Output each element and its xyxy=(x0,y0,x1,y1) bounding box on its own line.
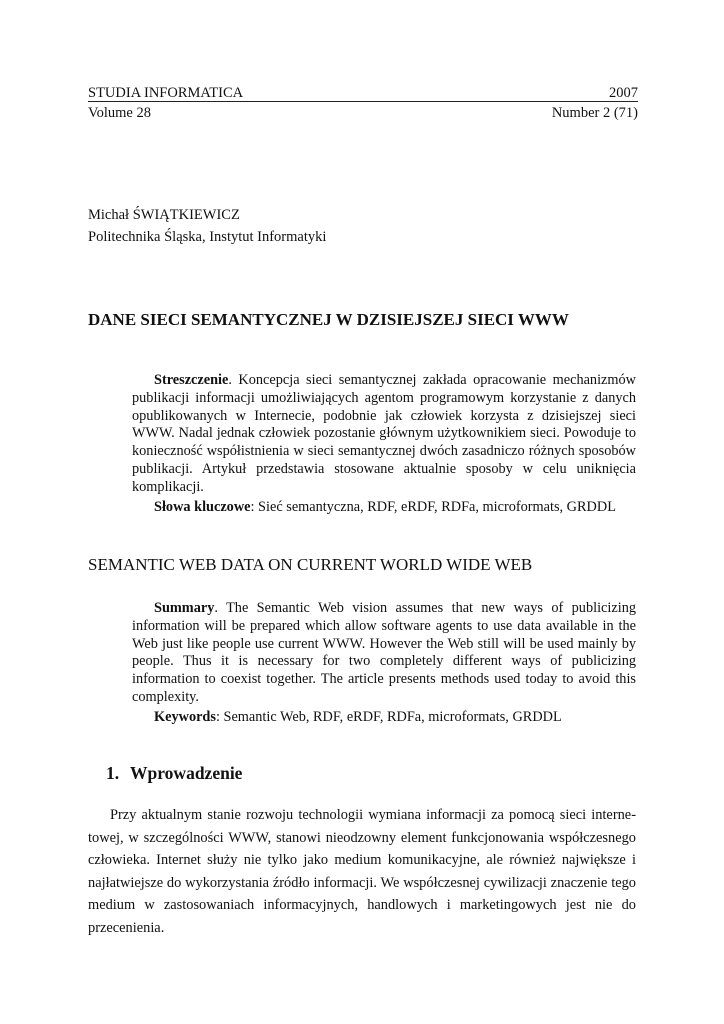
keywords-english-label: Keywords xyxy=(154,708,216,725)
keywords-polish-list: : Sieć semantyczna, RDF, eRDF, RDFa, microformats, GRDDL xyxy=(250,498,616,515)
section-title: Wprowadzenie xyxy=(130,763,243,783)
journal-year: 2007 xyxy=(609,85,638,101)
author-block xyxy=(88,204,326,248)
keywords-polish xyxy=(132,499,636,517)
journal-number: Number 2 (71) xyxy=(551,105,638,121)
running-header-bottom xyxy=(88,105,638,122)
paper-title-polish: DANE SIECI SEMANTYCZNEJ W DZISIEJSZEJ SIECI WWW xyxy=(88,310,569,329)
abstract-english-text xyxy=(132,600,636,707)
journal-name: STUDIA INFORMATICA xyxy=(88,85,244,101)
author-name: Michał ŚWIĄTKIEWICZ xyxy=(88,207,240,223)
abstract-polish-body: . Koncepcja sieci semantycznej zakłada opracowanie mechanizmów publikacji informacji umożliwiających agentom programowym korzystanie z danych opublikowanych w Internecie, podobnie jak człowiek korzysta z dzisiejszej sieci WWW. Nadal jednak człowiek pozostanie głównym użytkownikiem sieci. Powoduje to konieczność współistnienia w sieci semantycznej dwóch zasadniczo różnych sposobów publikacji. Artykuł przedstawia stosowane aktualnie sposoby w celu uniknięcia komplikacji. xyxy=(132,372,636,495)
author-affiliation: Politechnika Śląska, Instytut Informatyki xyxy=(88,229,327,245)
running-header-top xyxy=(88,85,638,102)
paper-title-english: SEMANTIC WEB DATA ON CURRENT WORLD WIDE WEB xyxy=(88,555,533,574)
section-heading xyxy=(106,763,242,783)
abstract-english-label: Summary xyxy=(154,600,215,616)
keywords-polish-label: Słowa kluczowe xyxy=(154,498,251,515)
journal-volume: Volume 28 xyxy=(88,105,151,121)
header-rule xyxy=(88,101,638,102)
keywords-english-list: : Semantic Web, RDF, eRDF, RDFa, microformats, GRDDL xyxy=(215,708,562,725)
abstract-english xyxy=(132,600,636,727)
body-paragraph: Przy aktualnym stanie rozwoju technologii wymiana informacji za pomocą sieci internetowej, w szczególności WWW, stanowi nieodzowny element funkcjonowania współczesnego człowieka. Internet służy nie tylko jako medium komunikacyjne, ale również największe i najłatwiejsze do wykorzystania źródło informacji. We współczesnej cywilizacji znaczenie tego medium w zastosowaniach informacyjnych, handlowych i marketingowych jest nie do przecenienia. xyxy=(88,807,636,936)
abstract-polish-text xyxy=(132,372,636,497)
abstract-polish xyxy=(132,372,636,516)
abstract-polish-label: Streszczenie xyxy=(154,372,229,388)
keywords-english xyxy=(132,709,636,727)
abstract-english-body: . The Semantic Web vision assumes that new ways of publicizing information will be prepared which allow software agents to use data available in the Web just like people use current WWW. However the Web still will be used mainly by people. Thus it is necessary for two completely different ways of publicizing information to coexist together. The article presents methods used today to avoid this complexity. xyxy=(132,600,636,705)
section-number: 1. xyxy=(106,763,120,783)
